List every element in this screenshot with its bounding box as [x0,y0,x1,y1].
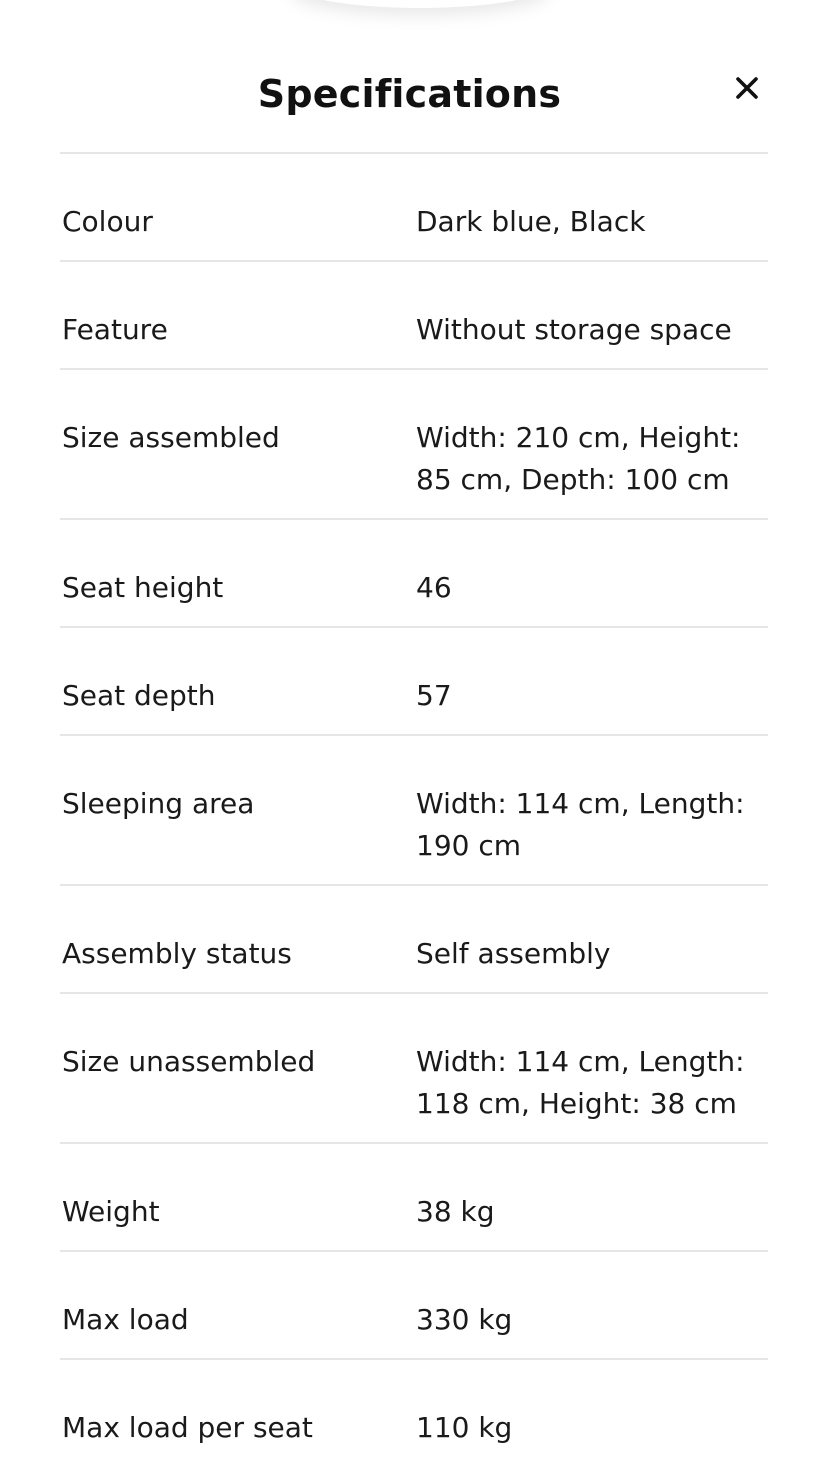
spec-label: Sleeping area [62,787,255,820]
spec-value: 57 [416,679,452,712]
spec-row-size-unassembled [60,994,768,1144]
spec-label: Max load [62,1303,189,1336]
close-icon [727,68,767,108]
spec-value: Width: 114 cm, Length: 190 cm [416,787,745,862]
close-button[interactable] [727,68,767,108]
spec-row-feature [60,262,768,370]
spec-value: Width: 210 cm, Height: 85 cm, Depth: 100 cm [416,421,741,496]
spec-value: 46 [416,571,452,604]
spec-row-max-load [60,1252,768,1360]
modal-header [0,0,819,153]
spec-label: Size assembled [62,421,280,454]
spec-label: Size unassembled [62,1045,316,1078]
spec-label: Max load per seat [62,1411,313,1444]
spec-value: Width: 114 cm, Length: 118 cm, Height: 38 cm [416,1045,745,1120]
spec-value: 330 kg [416,1303,513,1336]
spec-value: 38 kg [416,1195,495,1228]
spec-value: Without storage space [416,313,732,346]
spec-row-weight [60,1144,768,1252]
spec-label: Seat depth [62,679,216,712]
page-title: Specifications [257,72,562,116]
spec-row-sleeping-area [60,736,768,886]
spec-row-assembly-status [60,886,768,994]
spec-value: 110 kg [416,1411,513,1444]
spec-label: Assembly status [62,937,292,970]
spec-row-size-assembled [60,370,768,520]
spec-row-max-load-per-seat [60,1360,768,1446]
spec-label: Seat height [62,571,224,604]
spec-value: Self assembly [416,937,611,970]
spec-row-colour [60,154,768,262]
spec-label: Weight [62,1195,160,1228]
spec-row-seat-depth [60,628,768,736]
specifications-list [60,152,768,1446]
spec-value: Dark blue, Black [416,205,646,238]
spec-row-seat-height [60,520,768,628]
spec-label: Feature [62,313,168,346]
spec-label: Colour [62,205,153,238]
